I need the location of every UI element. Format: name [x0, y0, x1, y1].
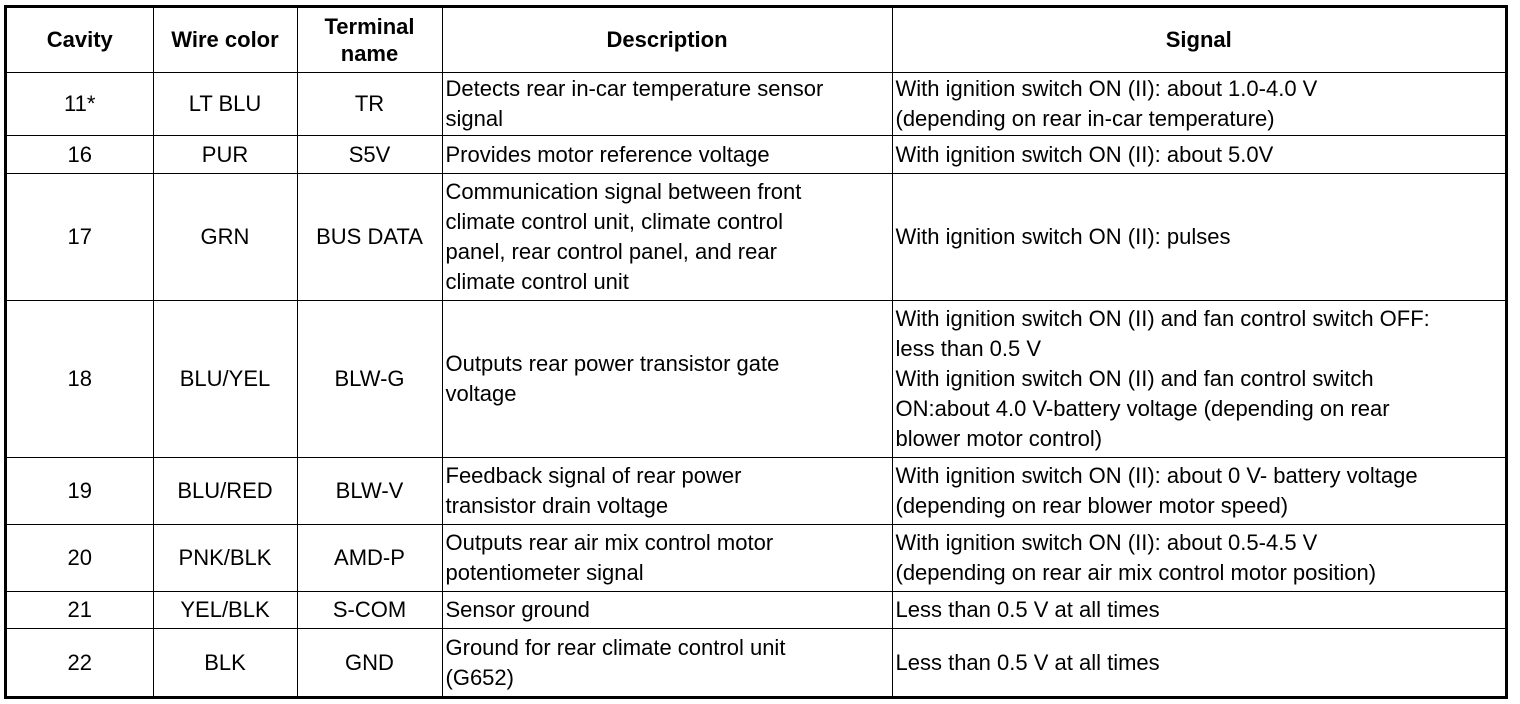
terminal-name-cell: S5V [297, 136, 442, 174]
signal-cell-line: Less than 0.5 V at all times [895, 649, 1160, 675]
wire-color-cell: GRN [153, 173, 297, 300]
signal-cell [892, 300, 1505, 457]
description-cell-line: Feedback signal of rear power [445, 463, 742, 489]
table-row [7, 72, 1505, 136]
signal-cell [892, 136, 1505, 174]
signal-cell-line: ON:about 4.0 V-battery voltage (depending on rear [895, 395, 1390, 421]
description-cell-line: signal [445, 105, 503, 131]
description-cell-line: Outputs rear power transistor gate [445, 350, 780, 376]
terminal-name-cell: TR [297, 72, 442, 136]
description-cell-line: (G652) [445, 664, 514, 690]
cavity-cell: 17 [7, 173, 153, 300]
table-body [7, 72, 1505, 696]
header-cavity: Cavity [7, 8, 153, 72]
table-row [7, 173, 1505, 300]
description-cell [442, 591, 892, 629]
cavity-cell: 19 [7, 458, 153, 525]
table-row [7, 629, 1505, 696]
header-signal: Signal [892, 8, 1505, 72]
terminal-name-cell: S-COM [297, 591, 442, 629]
cavity-cell: 21 [7, 591, 153, 629]
signal-cell-line: With ignition switch ON (II): about 1.0-4.0 V [895, 75, 1318, 101]
signal-cell-line: With ignition switch ON (II): about 0 V- battery voltage [895, 463, 1418, 489]
header-description: Description [442, 8, 892, 72]
wire-color-cell: PNK/BLK [153, 525, 297, 592]
description-cell-line: climate control unit [445, 268, 629, 294]
terminal-name-cell: BUS DATA [297, 173, 442, 300]
description-cell [442, 136, 892, 174]
signal-cell-line: With ignition switch ON (II): pulses [895, 223, 1231, 249]
table-row [7, 458, 1505, 525]
header-terminal-name-line1: Terminal [324, 13, 415, 39]
signal-cell [892, 629, 1505, 696]
terminal-name-cell: BLW-G [297, 300, 442, 457]
header-wire-color: Wire color [153, 8, 297, 72]
description-cell-line: potentiometer signal [445, 559, 644, 585]
terminal-name-cell: BLW-V [297, 458, 442, 525]
signal-cell-line: (depending on rear in-car temperature) [895, 105, 1275, 131]
description-cell [442, 458, 892, 525]
cavity-cell: 16 [7, 136, 153, 174]
signal-cell [892, 525, 1505, 592]
description-cell-line: climate control unit, climate control [445, 208, 783, 234]
cavity-cell: 22 [7, 629, 153, 696]
signal-cell-line: With ignition switch ON (II): about 5.0V [895, 141, 1274, 167]
wire-color-cell: LT BLU [153, 72, 297, 136]
signal-cell [892, 458, 1505, 525]
cavity-cell: 18 [7, 300, 153, 457]
description-cell-line: voltage [445, 380, 517, 406]
table-row [7, 300, 1505, 457]
description-cell-line: Ground for rear climate control unit [445, 634, 786, 660]
description-cell-line: Communication signal between front [445, 178, 802, 204]
signal-cell-line: (depending on rear blower motor speed) [895, 493, 1289, 519]
wire-color-cell: BLU/RED [153, 458, 297, 525]
signal-cell-line: With ignition switch ON (II) and fan control switch OFF: [895, 305, 1430, 331]
description-cell [442, 300, 892, 457]
signal-cell-line: With ignition switch ON (II) and fan control switch [895, 365, 1374, 391]
wire-color-cell: YEL/BLK [153, 591, 297, 629]
connector-table-frame [4, 5, 1508, 699]
description-cell-line: Sensor ground [445, 597, 590, 623]
table-row [7, 525, 1505, 592]
description-cell-line: Outputs rear air mix control motor [445, 529, 774, 555]
wire-color-cell: BLK [153, 629, 297, 696]
cavity-cell: 20 [7, 525, 153, 592]
signal-cell-line: (depending on rear air mix control motor position) [895, 559, 1377, 585]
terminal-name-cell: AMD-P [297, 525, 442, 592]
table-header-row [7, 8, 1505, 72]
description-cell-line: Provides motor reference voltage [445, 141, 770, 167]
wire-color-cell: PUR [153, 136, 297, 174]
connector-terminal-table [7, 8, 1505, 696]
terminal-name-cell: GND [297, 629, 442, 696]
cavity-cell: 11* [7, 72, 153, 136]
signal-cell-line: Less than 0.5 V at all times [895, 597, 1160, 623]
signal-cell [892, 591, 1505, 629]
table-row [7, 591, 1505, 629]
description-cell-line: panel, rear control panel, and rear [445, 238, 777, 264]
description-cell [442, 173, 892, 300]
table-row [7, 136, 1505, 174]
description-cell [442, 525, 892, 592]
signal-cell-line: less than 0.5 V [895, 335, 1042, 361]
signal-cell-line: With ignition switch ON (II): about 0.5-4.5 V [895, 529, 1318, 555]
signal-cell [892, 72, 1505, 136]
signal-cell [892, 173, 1505, 300]
description-cell-line: transistor drain voltage [445, 493, 669, 519]
signal-cell-line: blower motor control) [895, 425, 1103, 451]
header-terminal-name [297, 8, 442, 72]
description-cell [442, 72, 892, 136]
description-cell-line: Detects rear in-car temperature sensor [445, 75, 824, 101]
header-terminal-name-line2: name [340, 40, 399, 66]
description-cell [442, 629, 892, 696]
wire-color-cell: BLU/YEL [153, 300, 297, 457]
